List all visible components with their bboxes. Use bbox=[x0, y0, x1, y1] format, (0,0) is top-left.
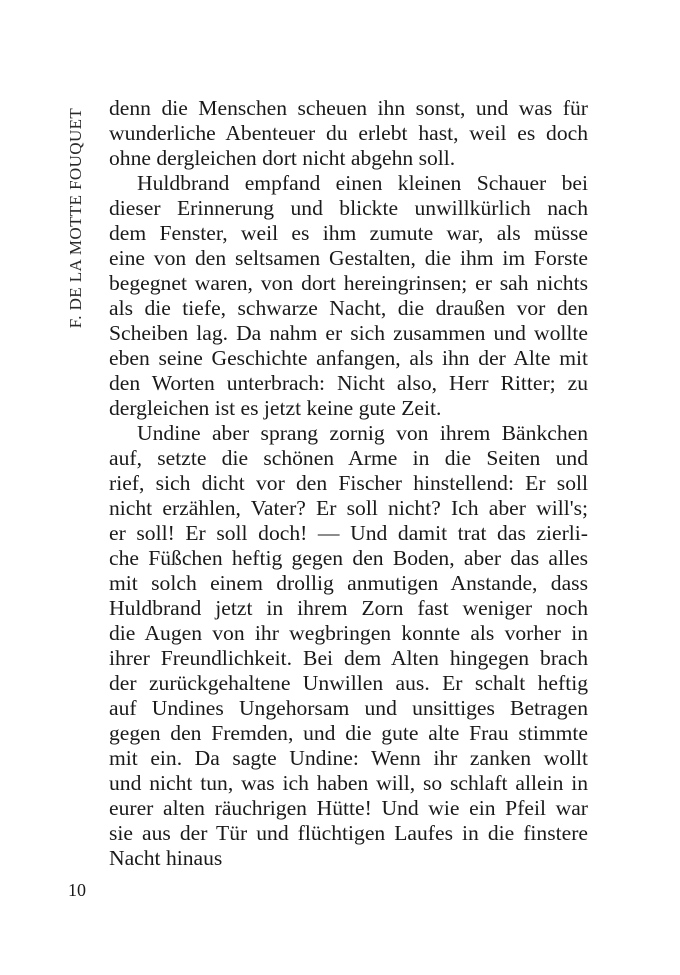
running-head-text: F. DE LA MOTTE FOUQUET bbox=[66, 107, 85, 328]
text-line: gegen den Fremden, und die gute alte Frau stimmte bbox=[109, 721, 588, 745]
text-line: denn die Menschen scheuen ihn sonst, und was für bbox=[109, 96, 588, 120]
page-number: 10 bbox=[68, 880, 86, 900]
text-line: eine von den seltsamen Gestalten, die ihm im Forste bbox=[109, 246, 588, 270]
text-line: der zurückgehaltene Unwillen aus. Er schalt heftig bbox=[109, 671, 588, 695]
text-line: dieser Erinnerung und blickte unwillkürlich nach bbox=[109, 196, 588, 220]
text-line: sie aus der Tür und flüchtigen Laufes in die finstere bbox=[109, 821, 588, 845]
text-line: auf, setzte die schönen Arme in die Seiten und bbox=[109, 446, 588, 470]
text-line: Huldbrand jetzt in ihrem Zorn fast weniger noch bbox=[109, 596, 588, 620]
text-line: und nicht tun, was ich haben will, so schlaft allein in bbox=[109, 771, 588, 795]
text-line: Nacht hinaus bbox=[109, 846, 223, 870]
text-line: ohne dergleichen dort nicht abgehn soll. bbox=[109, 146, 456, 170]
text-line: auf Undines Ungehorsam und unsittiges Betragen bbox=[109, 696, 588, 720]
text-line: che Füßchen heftig gegen den Boden, aber das alles bbox=[109, 546, 588, 570]
paragraph bbox=[109, 171, 588, 421]
text-line: mit solch einem drollig anmutigen Anstande, dass bbox=[109, 571, 588, 595]
running-head bbox=[64, 100, 88, 335]
text-line: dem Fenster, weil es ihm zumute war, als müsse bbox=[109, 221, 588, 245]
paragraph bbox=[109, 96, 588, 171]
body-text bbox=[109, 96, 588, 871]
text-line: eben seine Geschichte anfangen, als ihn der Alte mit bbox=[109, 346, 588, 370]
text-line: Huldbrand empfand einen kleinen Schauer bei bbox=[137, 171, 588, 195]
text-line: er soll! Er soll doch! — Und damit trat das zierli- bbox=[109, 521, 588, 545]
text-line: die Augen von ihr wegbringen konnte als vorher in bbox=[109, 621, 588, 645]
text-line: als die tiefe, schwarze Nacht, die draußen vor den bbox=[109, 296, 588, 320]
text-line: wunderliche Abenteuer du erlebt hast, weil es doch bbox=[109, 121, 588, 145]
text-line: eurer alten räuchrigen Hütte! Und wie ein Pfeil war bbox=[109, 796, 588, 820]
text-line: begegnet waren, von dort hereingrinsen; er sah nichts bbox=[109, 271, 588, 295]
text-line: nicht erzählen, Vater? Er soll nicht? Ich aber will's; bbox=[109, 496, 588, 520]
text-line: rief, sich dicht vor den Fischer hinstellend: Er soll bbox=[109, 471, 588, 495]
text-line: dergleichen ist es jetzt keine gute Zeit. bbox=[109, 396, 442, 420]
text-line: den Worten unterbrach: Nicht also, Herr Ritter; zu bbox=[109, 371, 588, 395]
text-line: ihrer Freundlichkeit. Bei dem Alten hingegen brach bbox=[109, 646, 588, 670]
text-line: Scheiben lag. Da nahm er sich zusammen und wollte bbox=[109, 321, 588, 345]
paragraph bbox=[109, 421, 588, 871]
text-line: mit ein. Da sagte Undine: Wenn ihr zanken wollt bbox=[109, 746, 588, 770]
text-line: Undine aber sprang zornig von ihrem Bänkchen bbox=[137, 421, 588, 445]
